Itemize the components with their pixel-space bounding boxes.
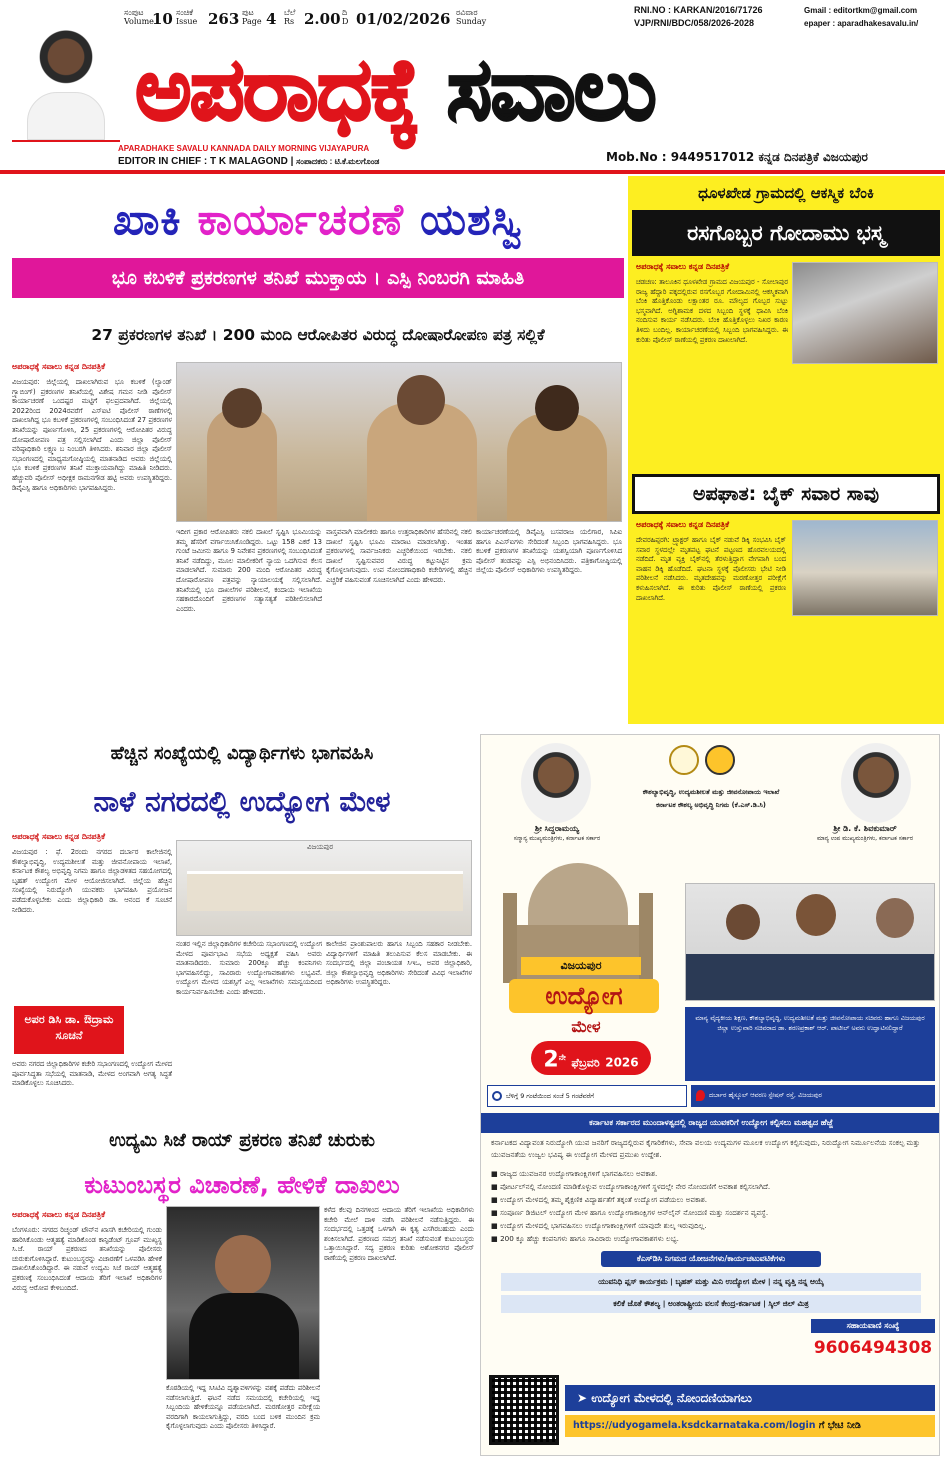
page-number: 4 [266, 10, 277, 28]
accident-body: ದೇವರಹಿಪ್ಪರಗಿ: ಟ್ರ್ಯಾಕ್ಟರ್ ಹಾಗೂ ಬೈಕ್ ನಡುವೆ ಡಿಕ್ಕಿ ಸಂಭವಿಸಿ ಬೈಕ್ ಸವಾರ ಸ್ಥಳದಲ್ಲೇ ಮೃತಪಟ್ಟ ಘಟನೆ ಪಟ್ಟಣದ ಹೊರವಲಯದಲ್ಲಿ ನಡೆದಿದೆ. ಮೃತ ವ್ಯಕ್ತಿ ಬೈಕ್‌ನಲ್ಲಿ ತೆರಳುತ್ತಿದ್ದಾಗ ವೇಗವಾಗಿ ಬಂದ ವಾಹನ ಡಿಕ್ಕಿ ಹೊಡೆದಿದೆ. ಘಟನಾ ಸ್ಥಳಕ್ಕೆ ಪೊಲೀಸರು ಭೇಟಿ ನೀಡಿ ಪರಿಶೀಲನೆ ನಡೆಸಿದರು. ಮೃತದೇಹವನ್ನು ಮರಣೋತ್ತರ ಪರೀಕ್ಷೆಗೆ ಕಳುಹಿಸಲಾಗಿದೆ. ಈ ಕುರಿತು ಪೊಲೀಸ್ ಠಾಣೆಯಲ್ಲಿ ಪ್ರಕರಣ ದಾಖಲಾಗಿದೆ. [636, 536, 786, 602]
job-col1: ವಿಜಯಪುರ : ಫೆ. 2ರಂದು ನಗರದ ದರ್ಬಾರ ಕಾಲೇಜಿನಲ್ಲಿ ಕೌಶಲ್ಯಾಭಿವೃದ್ಧಿ, ಉದ್ಯಮಶೀಲತೆ ಮತ್ತು ಜೀವನೋಪಾಯ ಇಲಾಖೆ, ಕರ್ನಾಟಕ ಕೌಶಲ್ಯ ಅಭಿವೃದ್ಧಿ ನಿಗಮ ಹಾಗೂ ಜಿಲ್ಲಾಡಳಿತದ ಸಹಯೋಗದಲ್ಲಿ ಬೃಹತ್ ಉದ್ಯೋಗ ಮೇಳ ಆಯೋಜಿಸಲಾಗಿದೆ. ಜಿಲ್ಲೆಯ ಹೆಚ್ಚಿನ ಸಂಖ್ಯೆಯಲ್ಲಿ ನಿರುದ್ಯೋಗಿ ಯುವಕರು ಭಾಗವಹಿಸಿ ಪ್ರಯೋಜನ ಪಡೆದುಕೊಳ್ಳಬೇಕು ಎಂದು ಜಿಲ್ಲಾಧಿಕಾರಿ ಡಾ. ಆನಂದ ಕೆ ಸೂಚನೆ ನೀಡಿದರು. [12, 848, 172, 914]
ad-udyoga: ಉದ್ಯೋಗ [509, 979, 659, 1013]
job-photo: ವಿಜಯಪುರ [176, 840, 472, 936]
masthead-rule [0, 170, 945, 174]
ad-banner: ಕರ್ನಾಟಕ ಸರ್ಕಾರದ ಮುಂದಾಳತ್ವದಲ್ಲಿ ರಾಜ್ಯದ ಯುವಕರಿಗೆ ಉದ್ಯೋಗ ಕಲ್ಪಿಸಲು ಮಹತ್ವದ ಹೆಜ್ಜೆ [481, 1113, 940, 1133]
newspaper-logo: ಅಪರಾಧಕ್ಕೆ ಸವಾಲು [135, 40, 655, 140]
lead-col1: ವಿಜಯಪುರ: ಜಿಲ್ಲೆಯಲ್ಲಿ ದಾಖಲಾಗಿರುವ ಭೂ ಕಬಳಿಕೆ (ಲ್ಯಾಂಡ್ ಗ್ರ್ಯಾಬಿಂಗ್) ಪ್ರಕರಣಗಳ ತನಿಖೆಯಲ್ಲಿ ವಿಶೇಷ ಗಮನ ನೀಡಿ ಪೊಲೀಸ್ ಕಾರ್ಯಾಚರಣೆ ಒಂದಷ್ಟರ ಮಟ್ಟಿಗೆ ಫಲಪ್ರದವಾಗಿದೆ. ಜಿಲ್ಲೆಯಲ್ಲಿ 2022ರಿಂದ 2024ರವರೆಗೆ ಎಸ್ಐಟಿ ಪೊಲೀಸ್ ಠಾಣೆಗಳಲ್ಲಿ ದಾಖಲಾಗಿದ್ದ ಭೂ ಕಬಳಿಕೆ ಪ್ರಕರಣಗಳಲ್ಲಿ ಸಂಬಂಧಿಸಿದಂತೆ 27 ಪ್ರಕರಣಗಳ ತನಿಖೆಯನ್ನು ಪೂರ್ಣಗೊಳಿಸಿ, 25 ಪ್ರಕರಣಗಳಲ್ಲಿ ಆರೋಪಿತರ ವಿರುದ್ಧ ದೋಷಾರೋಪಣ ಪತ್ರ ಸಲ್ಲಿಸಲಾಗಿದೆ ಎಂದು ಜಿಲ್ಲಾ ಪೊಲೀಸ್ ವರಿಷ್ಠಾಧಿಕಾರಿ ಲಕ್ಷ್ಮಣ ಬ ನಿಂಬರಗಿ ತಿಳಿಸಿದರು. ಶನಿವಾರ ಜಿಲ್ಲಾ ಪೊಲೀಸ್ ಸಭಾಂಗಣದಲ್ಲಿ ಮಾಧ್ಯಮಗೋಷ್ಠಿಯಲ್ಲಿ ಮಾತನಾಡಿದ ಅವರು ಜಿಲ್ಲೆಯಲ್ಲಿ ಭೂ ಕಬಳಿಕೆ ಪ್ರಕರಣಗಳ ತನಿಖೆ ಮುಕ್ತಾಯವಾಗಿದ್ದು ಮಾಹಿತಿ ನೀಡಿದರು. ಹೆಚ್ಚುವರಿ ಪೊಲೀಸ್ ಅಧೀಕ್ಷಕ ರಾಮನಗೌಡ ಹಟ್ಟಿ ಅವರು ಉಪಸ್ಥಿತರಿದ್ದರು. ಡಿವೈಎಸ್ಪಿ ಹಾಗೂ ಅಧಿಕಾರಿಗಳು ಭಾಗವಹಿಸಿದ್ದರು. [12, 378, 172, 492]
lead-headline: ಖಾಕಿ ಕಾರ್ಯಾಚರಣೆ ಯಶಸ್ವಿ [112, 195, 524, 245]
job-sidebox: ಅಪರ ಡಿಸಿ ಡಾ. ಔದ್ರಾಮ ಸೂಚನೆ [14, 1006, 124, 1054]
mobile-line: Mob.No : 9449517012 ಕನ್ನಡ ದಿನಪತ್ರಿಕೆ ವಿಜಯಪುರ [606, 150, 868, 164]
govt-emblem-icon [669, 745, 699, 775]
issue-meta: ಸಂಪುಟ Volume 10 ಸಂಚಿಕೆ Issue 263 ಪುಟ Page 4 ಬೆಲೆ Rs 2.00 ದಿ D 01/02/2026 [124, 8, 451, 28]
ad-url-bar: https://udyogamela.ksdckarnataka.com/login ಗೆ ಭೇಟಿ ನೀಡಿ [565, 1415, 935, 1437]
dcm-title: ಮಾನ್ಯ ಉಪ ಮುಖ್ಯಮಂತ್ರಿಗಳು, ಕರ್ನಾಟಕ ಸರ್ಕಾರ [816, 835, 914, 842]
registration-qr-code[interactable] [489, 1375, 559, 1445]
issue-number: 263 [208, 10, 240, 28]
accident-photo [792, 520, 938, 616]
ad-bullet: ■ ಪೋರ್ಟಲ್‌ನಲ್ಲಿ ನೋಂದಣಿ ಮಾಡಿಕೊಳ್ಳುವ ಉದ್ಯೋಗಾಕಾಂಕ್ಷಿಗಳಿಗೆ ಸ್ಥಳದಲ್ಲೇ ನೇರ ನೋಂದಣಿಗೆ ಅವಕಾಶ ಕಲ್ಪಿಸಲಾಗಿದೆ. [491, 1182, 771, 1191]
ad-bullet: ■ 200 ಕ್ಕೂ ಹೆಚ್ಚು ಕಂಪನಿಗಳು ಹಾಗೂ ಸಾವಿರಾರು ಉದ್ಯೋಗಾವಕಾಶಗಳು ಲಭ್ಯ. [491, 1234, 679, 1243]
ad-schemes-row1: ಯುವನಿಧಿ ಪ್ಲಸ್ ಕಾರ್ಯಕ್ರಮ | ಬೃಹತ್ ಮತ್ತು ಮಿನಿ ಉದ್ಯೋಗ ಮೇಳ | ನನ್ನ ವೃತ್ತಿ ನನ್ನ ಆಯ್ಕೆ [501, 1273, 921, 1291]
job-side-text: ಅವರು ನಗರದ ಜಿಲ್ಲಾಧಿಕಾರಿಗಳ ಕಚೇರಿ ಸಭಾಂಗಣದಲ್ಲಿ ಉದ್ಯೋಗ ಮೇಳದ ಪೂರ್ವಸಿದ್ಧತಾ ಸಭೆಯಲ್ಲಿ ಮಾತನಾಡಿ, ಮೇಳದ ಅಂಗವಾಗಿ ಅಗತ್ಯ ಸಿದ್ಧತೆ ಮಾಡಿಕೊಳ್ಳಲು ಸೂಚಿಸಿದರು. [12, 1060, 172, 1088]
editor-photo [12, 12, 120, 142]
job-byline: ಅಪರಾಧಕ್ಕೆ ಸವಾಲು ಕನ್ನಡ ದಿನಪತ್ರಿಕೆ [12, 832, 106, 841]
job-fair-advertisement [480, 734, 940, 1456]
ad-bullets [491, 1167, 931, 1245]
ad-inaugurator: ಮಾನ್ಯ ವೈದ್ಯಕೀಯ ಶಿಕ್ಷಣ, ಕೌಶಲ್ಯಾಭಿವೃದ್ಧಿ, ಉದ್ಯಮಶೀಲತೆ ಮತ್ತು ಜೀವನೋಪಾಯ ಸಚಿವರು ಹಾಗೂ ವಿಜಯಪುರ ಜಿಲ್ಲಾ ಉಸ್ತುವಾರಿ ಸಚಿವರಾದ ಡಾ. ಶರಣಪ್ರಕಾಶ್ ಆರ್. ಪಾಟೀಲ್ ಅವರು ಉದ್ಘಾಟಿಸಲಿದ್ದಾರೆ [685, 1007, 935, 1081]
editor-name: EDITOR IN CHIEF : T K MALAGOND | ಸಂಪಾದಕರು : ಟಿ.ಕೆ.ಮಲಗೊಂಡ [118, 156, 380, 167]
fire-photo [792, 262, 938, 364]
bottom-photo [166, 1206, 320, 1380]
masthead [0, 0, 945, 172]
location-pin-icon [696, 1090, 705, 1101]
tagline: APARADHAKE SAVALU KANNADA DAILY MORNING VIJAYAPURA [118, 144, 370, 153]
ad-intro: ಕರ್ನಾಟಕದ ವಿದ್ಯಾವಂತ ನಿರುದ್ಯೋಗಿ ಯುವ ಜನರಿಗೆ ರಾಜ್ಯದಲ್ಲಿರುವ ಕೈಗಾರಿಕೆಗಳು, ಸೇವಾ ವಲಯ ಉದ್ಯಮಗಳ ಮೂಲಕ ಉದ್ಯೋಗ ಕಲ್ಪಿಸುವುದು, ನಿರುದ್ಯೋಗ ನಿರ್ಮೂಲನೆಯ ಸಂಕಲ್ಪ ಮತ್ತು ಯುವಜನತೆಯ ಉಜ್ವಲ ಭವಿಷ್ಯ ಈ ಉದ್ಯೋಗ ಮೇಳದ ಪ್ರಮುಖ ಉದ್ದೇಶ. [491, 1138, 921, 1159]
bottom-col1: ಬೆಂಗಳೂರು: ನಗರದ ರಿಚ್ಮಂಡ್ ಟೌನ್‌ನ ಖಾಸಗಿ ಕಚೇರಿಯಲ್ಲಿ ಗುಂಡು ಹಾರಿಸಿಕೊಂಡು ಆತ್ಮಹತ್ಯೆ ಮಾಡಿಕೊಂಡ ಕಾನ್ಫಿಡೆಂಟ್ ಗ್ರೂಪ್ ಮುಖ್ಯಸ್ಥ ಸಿ.ಜೆ. ರಾಯ್ ಪ್ರಕರಣದ ತನಿಖೆಯನ್ನು ಪೊಲೀಸರು ಚುರುಕುಗೊಳಿಸಿದ್ದಾರೆ. ಕುಟುಂಬಸ್ಥರನ್ನು ವಿಚಾರಣೆಗೆ ಒಳಪಡಿಸಿ ಹೇಳಿಕೆ ದಾಖಲಿಸಿಕೊಂಡಿದ್ದಾರೆ. ಈ ನಡುವೆ ಉದ್ಯಮಿ ಸಿಜೆ ರಾಯ್ ಆತ್ಮಹತ್ಯೆ ಪ್ರಕರಣಕ್ಕೆ ಸಂಬಂಧಿಸಿದಂತೆ ಆದಾಯ ತೆರಿಗೆ ಇಲಾಖೆ ಅಧಿಕಾರಿಗಳ ವಿರುದ್ಧ ಆರೋಪ ಕೇಳಿಬಂದಿದೆ. [12, 1226, 162, 1292]
cm-title: ಸನ್ಮಾನ್ಯ ಮುಖ್ಯಮಂತ್ರಿಗಳು, ಕರ್ನಾಟಕ ಸರ್ಕಾರ [513, 835, 601, 842]
ad-corp: ಕರ್ನಾಟಕ ಕೌಶಲ್ಯ ಅಭಿವೃದ್ಧಿ ನಿಗಮ (ಕೆ.ಎಸ್.ಡಿ.ಸಿ) [656, 801, 766, 809]
bottom-kicker: ಉದ್ಯಮಿ ಸಿಜೆ ರಾಯ್ ಪ್ರಕರಣ ತನಿಖೆ ಚುರುಕು [109, 1130, 375, 1151]
price: 2.00 [304, 10, 341, 28]
ad-date: $2^{ನೇ}$ ಫೆಬ್ರವರಿ 2026 [531, 1041, 651, 1075]
fire-body: ಚಡಚಣ: ತಾಲೂಕಿನ ಧೂಳಖೇಡ ಗ್ರಾಮದ ವಿಜಯಪುರ - ಸೋಲಾಪುರ ರಾಜ್ಯ ಹೆದ್ದಾರಿ ಪಕ್ಕದಲ್ಲಿರುವ ರಸಗೊಬ್ಬರ ಗೋದಾಮಿನಲ್ಲಿ ಆಕಸ್ಮಿಕವಾಗಿ ಬೆಂಕಿ ಹೊತ್ತಿಕೊಂಡು ಲಕ್ಷಾಂತರ ರೂ. ಮೌಲ್ಯದ ಗೊಬ್ಬರ ಸುಟ್ಟು ಭಸ್ಮವಾಗಿದೆ. ಅಗ್ನಿಶಾಮಕ ದಳದ ಸಿಬ್ಬಂದಿ ಸ್ಥಳಕ್ಕೆ ಧಾವಿಸಿ ಬೆಂಕಿ ನಂದಿಸುವ ಕಾರ್ಯ ನಡೆಸಿದರು. ಬೆಂಕಿ ಹೊತ್ತಿಕೊಳ್ಳಲು ನಿಖರ ಕಾರಣ ತಿಳಿದು ಬಂದಿಲ್ಲ. ಕಾರ್ಯಾಚರಣೆಯಲ್ಲಿ ಸಿಬ್ಬಂದಿ ಭಾಗವಹಿಸಿದ್ದರು. ಈ ಕುರಿತು ಪೊಲೀಸ್ ಠಾಣೆಯಲ್ಲಿ ಪ್ರಕರಣ ದಾಖಲಾಗಿದೆ. [636, 278, 788, 344]
weekday: ರವಿವಾರ Sunday [456, 8, 487, 26]
job-kicker: ಹೆಚ್ಚಿನ ಸಂಖ್ಯೆಯಲ್ಲಿ ವಿದ್ಯಾರ್ಥಿಗಳು ಭಾಗವಹಿಸಿ [110, 743, 374, 764]
bottom-byline: ಅಪರಾಧಕ್ಕೆ ಸವಾಲು ಕನ್ನಡ ದಿನಪತ್ರಿಕೆ [12, 1210, 106, 1219]
lead-strap: 27 ಪ್ರಕರಣಗಳ ತನಿಖೆ । 200 ಮಂದಿ ಆರೋಪಿತರ ವಿರುದ್ಧ ದೋಷಾರೋಪಣ ಪತ್ರ ಸಲ್ಲಿಕೆ [91, 326, 545, 344]
ad-mela: ಮೇಳ [571, 1017, 601, 1036]
ad-bullet: ■ ಸಂಪೂರ್ಣ ಡಿಜಿಟಲ್ ಉದ್ಯೋಗ ಮೇಳ ಹಾಗೂ ಉದ್ಯೋಗಾಕಾಂಕ್ಷಿಗಳ ಆನ್‌ಲೈನ್ ನೋಂದಣಿ ಮತ್ತು ಸಂದರ್ಶನ ವ್ಯವಸ್ಥೆ. [491, 1208, 769, 1217]
accident-headline: ಅಪಘಾತ: ಬೈಕ್ ಸವಾರ ಸಾವು [632, 474, 940, 514]
ad-time: ಬೆಳಿಗ್ಗೆ 9 ಗಂಟೆಯಿಂದ ಸಂಜೆ 5 ಗಂಟೆವರೆಗೆ [487, 1085, 687, 1107]
bottom-col3: ಕಳೆದ ಕೆಲವು ದಿನಗಳಿಂದ ಆದಾಯ ತೆರಿಗೆ ಇಲಾಖೆಯ ಅಧಿಕಾರಿಗಳು ಕಚೇರಿ ಮೇಲೆ ದಾಳಿ ನಡೆಸಿ ಪರಿಶೀಲನೆ ನಡೆಸುತ್ತಿದ್ದರು. ಈ ಸಂದರ್ಭದಲ್ಲಿ ಒತ್ತಡಕ್ಕೆ ಒಳಗಾಗಿ ಈ ಕೃತ್ಯ ಎಸಗಿರಬಹುದು ಎಂದು ಶಂಕಿಸಲಾಗಿದೆ. ಪ್ರಕರಣದ ಸಮಗ್ರ ತನಿಖೆ ನಡೆಸುವಂತೆ ಕುಟುಂಬಸ್ಥರು ಒತ್ತಾಯಿಸಿದ್ದಾರೆ. ಸದ್ಯ ಪ್ರಕರಣ ಕುರಿತು ಅಶೋಕನಗರ ಪೊಲೀಸ್ ಠಾಣೆಯಲ್ಲಿ ಪ್ರಕರಣ ದಾಖಲಾಗಿದೆ. [324, 1206, 474, 1262]
ad-venue: ದರ್ಬಾರ ಹೈಸ್ಕೂಲ್ ಆವರಣ ಸ್ಟೇಷನ್ ರಸ್ತೆ, ವಿಜಯಪುರ [691, 1085, 935, 1107]
ad-helpline: ಸಹಾಯವಾಣಿ ಸಂಖ್ಯೆ 9606494308 [811, 1319, 935, 1371]
lead-col4: ಕಾರ್ಯಾಚರಣೆಯಲ್ಲಿ ಡಿವೈಎಸ್ಪಿ ಬಸವರಾಜ ಯಲಿಗಾರ, ಸಿಪಿಐ ಹಾಗೂ ಪಿಎಸ್ಐಗಳು ಸೇರಿದಂತೆ ಸಿಬ್ಬಂದಿ ಭಾಗವಹಿಸಿದ್ದರು. ಭೂ ಕಬಳಿಕೆ ಪ್ರಕರಣಗಳ ತನಿಖೆಯನ್ನು ಯಶಸ್ವಿಯಾಗಿ ಪೂರ್ಣಗೊಳಿಸಿದ ಪೊಲೀಸ್ ತಂಡವನ್ನು ಎಸ್ಪಿ ಅಭಿನಂದಿಸಿದರು. ಪತ್ರಿಕಾಗೋಷ್ಠಿಯಲ್ಲಿ ಜಿಲ್ಲೆಯ ಪೊಲೀಸ್ ಅಧಿಕಾರಿಗಳು ಉಪಸ್ಥಿತರಿದ್ದರು. [476, 528, 622, 575]
dcm-name: ಶ್ರೀ ಡಿ. ಕೆ. ಶಿವಕುಮಾರ್ [833, 824, 897, 833]
accident-byline: ಅಪರಾಧಕ್ಕೆ ಸವಾಲು ಕನ್ನಡ ದಿನಪತ್ರಿಕೆ [636, 520, 730, 529]
fire-headline: ರಸಗೊಬ್ಬರ ಗೋದಾಮು ಭಸ್ಮ [632, 210, 940, 256]
ad-schemes-title: ಕೆಎಸ್‌ಡಿಸಿ ನಿಗಮದ ಯೋಜನೆಗಳು/ಕಾರ್ಯಚಟುವಟಿಕೆಗಳು [601, 1251, 821, 1267]
contact-info: Gmail : editortkm@gmail.com epaper : aparadhakesavalu.in/ [804, 6, 919, 28]
registration-url[interactable]: https://udyogamela.ksdckarnataka.com/login [573, 1420, 816, 1431]
ad-city: ವಿಜಯಪುರ [521, 957, 641, 975]
ad-meeting-photo [685, 883, 935, 1001]
lead-col2: ಇದೀಗ ಪ್ರಕಾರ ಆರೋಪಿತರು ನಕಲಿ ದಾಖಲೆ ಸೃಷ್ಟಿಸಿ ಭೂಮಿಯನ್ನು ತಮ್ಮ ಹೆಸರಿಗೆ ವರ್ಗಾಯಿಸಿಕೊಂಡಿದ್ದರು. ಒಟ್ಟು 158 ಎಕರೆ 13 ಗುಂಟೆ ಜಮೀನು ಹಾಗೂ 9 ನಿವೇಶನ ಪ್ರಕರಣಗಳಲ್ಲಿ ಸಂಬಂಧಿಸಿದಂತೆ ತನಿಖೆ ನಡೆದಿದ್ದು, ಮೂಲ ಮಾಲೀಕರಿಗೆ ನ್ಯಾಯ ಒದಗಿಸುವ ಕೆಲಸ ಮಾಡಲಾಗಿದೆ. ಸುಮಾರು 200 ಮಂದಿ ಆರೋಪಿತರ ವಿರುದ್ಧ ದೋಷಾರೋಪಣ ಪತ್ರವನ್ನು ನ್ಯಾಯಾಲಯಕ್ಕೆ ಸಲ್ಲಿಸಲಾಗಿದೆ. ತನಿಖೆಯಲ್ಲಿ ಭೂ ದಾಖಲೆಗಳ ಪರಿಶೀಲನೆ, ಕಂದಾಯ ಇಲಾಖೆಯ ಸಹಕಾರದೊಂದಿಗೆ ಪ್ರಕರಣಗಳ ಸತ್ಯಾಸತ್ಯತೆ ಪರಿಶೀಲಿಸಲಾಗಿದೆ ಎಂದರು. [176, 528, 322, 613]
ad-register-text: ➤ ಉದ್ಯೋಗ ಮೇಳದಲ್ಲಿ ನೋಂದಣಿಯಾಗಲು [565, 1385, 935, 1411]
lead-photo [176, 362, 622, 522]
ad-bullet: ■ ಉದ್ಯೋಗ ಮೇಳದಲ್ಲಿ ಭಾಗವಹಿಸಲು ಉದ್ಯೋಗಾಕಾಂಕ್ಷಿಗಳಿಗೆ ಯಾವುದೇ ಶುಲ್ಕ ಇರುವುದಿಲ್ಲ. [491, 1221, 707, 1230]
bottom-col2: ಕೊಠಡಿಯಲ್ಲಿ ಇದ್ದ ಸಿಸಿಟಿವಿ ದೃಶ್ಯಾವಳಿಗಳನ್ನು ವಶಕ್ಕೆ ಪಡೆದು ಪರಿಶೀಲನೆ ನಡೆಸಲಾಗುತ್ತಿದೆ. ಘಟನೆ ನಡೆದ ಸಮಯದಲ್ಲಿ ಕಚೇರಿಯಲ್ಲಿ ಇದ್ದ ಸಿಬ್ಬಂದಿಯ ಹೇಳಿಕೆಯನ್ನೂ ಪಡೆಯಲಾಗಿದೆ. ಮರಣೋತ್ತರ ಪರೀಕ್ಷೆಯ ವರದಿಗಾಗಿ ಕಾಯಲಾಗುತ್ತಿದ್ದು, ವರದಿ ಬಂದ ಬಳಿಕ ಮುಂದಿನ ಕ್ರಮ ಕೈಗೊಳ್ಳಲಾಗುವುದು ಎಂದು ಪೊಲೀಸರು ತಿಳಿಸಿದ್ದಾರೆ. [166, 1384, 320, 1431]
fire-byline: ಅಪರಾಧಕ್ಕೆ ಸವಾಲು ಕನ್ನಡ ದಿನಪತ್ರಿಕೆ [636, 262, 730, 271]
ad-schemes-row2: ಕಲಿಕೆ ಜೊತೆ ಕೌಶಲ್ಯ | ಅಂತರಾಷ್ಟ್ರೀಯ ವಲಸೆ ಕೇಂದ್ರ-ಕರ್ನಾಟಕ | ಸ್ಕಿಲ್ ಜಿಲ್ ಮಿತ್ರ [501, 1295, 921, 1313]
clock-icon [492, 1091, 502, 1101]
lead-subhead: ಭೂ ಕಬಳಿಕೆ ಪ್ರಕರಣಗಳ ತನಿಖೆ ಮುಕ್ತಾಯ । ಎಸ್ಪಿ ನಿಂಬರಗಿ ಮಾಹಿತಿ [12, 258, 624, 298]
job-col3: ಕಾಲೇಜಿನ ಪ್ರಾಂಶುಪಾಲರು ಹಾಗೂ ಸಿಬ್ಬಂದಿ ಸಹಕಾರ ನೀಡಬೇಕು. ವಿದ್ಯಾರ್ಥಿಗಳಿಗೆ ಮಾಹಿತಿ ತಲುಪಿಸುವ ಕೆಲಸ ಮಾಡಬೇಕು. ಈ ಸಂದರ್ಭದಲ್ಲಿ ಜಿಲ್ಲಾ ಪಂಚಾಯತ ಸಿಇಒ, ಅಪರ ಜಿಲ್ಲಾಧಿಕಾರಿ, ಜಿಲ್ಲಾ ಕೌಶಲ್ಯಾಭಿವೃದ್ಧಿ ಅಧಿಕಾರಿಗಳು ಸೇರಿದಂತೆ ವಿವಿಧ ಇಲಾಖೆಗಳ ಅಧಿಕಾರಿಗಳು ಉಪಸ್ಥಿತರಿದ್ದರು. [326, 940, 472, 987]
dcm-photo [841, 743, 911, 823]
issue-date: 01/02/2026 [356, 10, 451, 28]
job-col2: ನಂತರ ಇಲ್ಲಿನ ಜಿಲ್ಲಾಧಿಕಾರಿಗಳ ಕಚೇರಿಯ ಸಭಾಂಗಣದಲ್ಲಿ ಉದ್ಯೋಗ ಮೇಳದ ಪೂರ್ವಭಾವಿ ಸಭೆಯ ಅಧ್ಯಕ್ಷತೆ ವಹಿಸಿ ಅವರು ಮಾತನಾಡಿದರು. ಸುಮಾರು 200ಕ್ಕೂ ಹೆಚ್ಚು ಕಂಪನಿಗಳು ಭಾಗವಹಿಸಲಿದ್ದು, ಸಾವಿರಾರು ಉದ್ಯೋಗಾವಕಾಶಗಳು ಲಭ್ಯವಿವೆ. ಉದ್ಯೋಗ ಮೇಳದ ಯಶಸ್ಸಿಗೆ ಎಲ್ಲ ಇಲಾಖೆಗಳು ಸಮನ್ವಯದಿಂದ ಕಾರ್ಯನಿರ್ವಹಿಸಬೇಕು ಎಂದು ಹೇಳಿದರು. [176, 940, 322, 996]
ad-bullet: ■ ರಾಜ್ಯದ ಯುವಜನರ ಉದ್ಯೋಗಾಕಾಂಕ್ಷಿಗಳಿಗೆ ಭಾಗವಹಿಸಲು ಅವಕಾಶ. [491, 1169, 658, 1178]
bottom-headline: ಕುಟುಂಬಸ್ಥರ ವಿಚಾರಣೆ, ಹೇಳಿಕೆ ದಾಖಲು [84, 1171, 400, 1199]
cm-photo [521, 743, 591, 823]
ad-bullet: ■ ಉದ್ಯೋಗ ಮೇಳದಲ್ಲಿ ತಮ್ಮ ಶೈಕ್ಷಣಿಕ ವಿದ್ಯಾರ್ಹತೆಗೆ ತಕ್ಕಂತೆ ಉದ್ಯೋಗ ಪಡೆಯಲು ಅವಕಾಶ. [491, 1195, 708, 1204]
lead-byline: ಅಪರಾಧಕ್ಕೆ ಸವಾಲು ಕನ್ನಡ ದಿನಪತ್ರಿಕೆ [12, 362, 106, 371]
volume-number: 10 [152, 10, 173, 28]
fire-kicker: ಧೂಳಖೇಡ ಗ್ರಾಮದಲ್ಲಿ ಆಕಸ್ಮಿಕ ಬೆಂಕಿ [698, 184, 874, 202]
ksdc-logo-icon [705, 745, 735, 775]
helpline-number[interactable]: 9606494308 [813, 1338, 933, 1358]
cursor-icon: ➤ [577, 1391, 588, 1405]
lead-col3: ವಾಸ್ತವವಾಗಿ ಮಾಲೀಕರು ಹಾಗೂ ಉತ್ತರಾಧಿಕಾರಿಗಳ ಹೆಸರಿನಲ್ಲಿ ನಕಲಿ ದಾಖಲೆ ಸೃಷ್ಟಿಸಿ ಭೂಮಿ ಮಾರಾಟ ಮಾಡಲಾಗಿತ್ತು. ಇಂತಹ ಪ್ರಕರಣಗಳಲ್ಲಿ ಸಾರ್ವಜನಿಕರು ಎಚ್ಚರಿಕೆಯಿಂದ ಇರಬೇಕು. ನಕಲಿ ದಾಖಲೆ ಸೃಷ್ಟಿಸುವವರ ವಿರುದ್ಧ ಕಟ್ಟುನಿಟ್ಟಿನ ಕ್ರಮ ಕೈಗೊಳ್ಳಲಾಗುವುದು. ಉಪ ನೋಂದಣಾಧಿಕಾರಿ ಕಚೇರಿಗಳಲ್ಲಿ ಹೆಚ್ಚಿನ ಎಚ್ಚರಿಕೆ ವಹಿಸುವಂತೆ ಸೂಚಿಸಲಾಗಿದೆ ಎಂದು ಹೇಳಿದರು. [326, 528, 472, 584]
registration-info: RNI.NO : KARKAN/2016/71726 VJP/RNI/BDC/058/2026-2028 [634, 5, 763, 28]
ad-dept: ಕೌಶಲ್ಯಾಭಿವೃದ್ಧಿ, ಉದ್ಯಮಶೀಲತೆ ಮತ್ತು ಜೀವನೋಪಾಯ ಇಲಾಖೆ [642, 788, 780, 796]
cm-name: ಶ್ರೀ ಸಿದ್ದರಾಮಯ್ಯ [534, 824, 580, 833]
job-headline: ನಾಳೆ ನಗರದಲ್ಲಿ ಉದ್ಯೋಗ ಮೇಳ [93, 785, 391, 818]
